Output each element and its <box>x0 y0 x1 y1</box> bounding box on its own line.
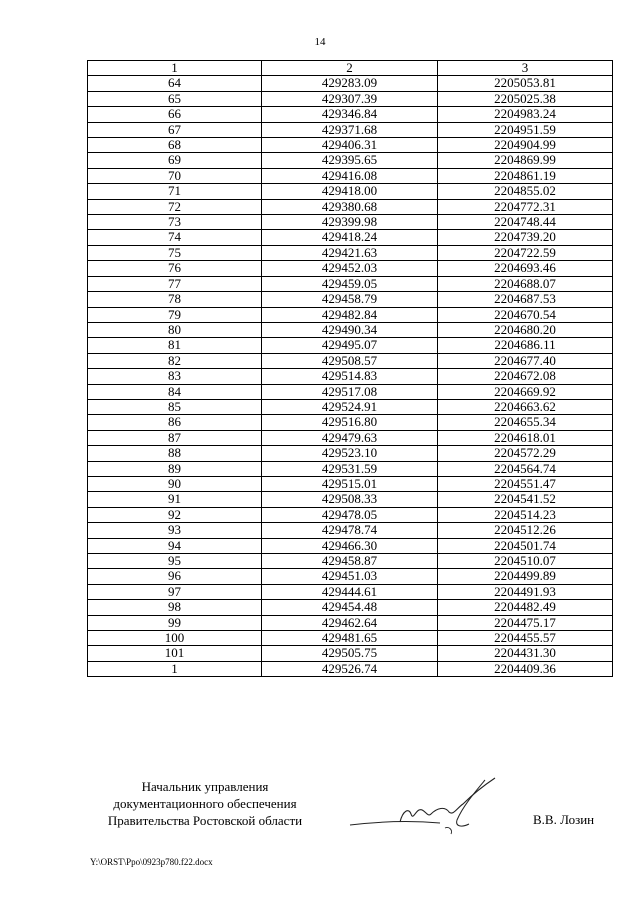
x-coordinate-cell: 429459.05 <box>262 276 438 291</box>
table-row <box>88 122 613 137</box>
point-number-cell: 86 <box>88 415 262 430</box>
table-row <box>88 476 613 491</box>
point-number-cell: 84 <box>88 384 262 399</box>
y-coordinate-cell: 2204688.07 <box>438 276 613 291</box>
x-coordinate-cell: 429444.61 <box>262 584 438 599</box>
column-header-3: 3 <box>438 61 613 76</box>
point-number-cell: 66 <box>88 107 262 122</box>
y-coordinate-cell: 2204482.49 <box>438 600 613 615</box>
table-row <box>88 76 613 91</box>
table-row <box>88 523 613 538</box>
table-row <box>88 199 613 214</box>
point-number-cell: 95 <box>88 554 262 569</box>
table-row <box>88 322 613 337</box>
point-number-cell: 101 <box>88 646 262 661</box>
x-coordinate-cell: 429524.91 <box>262 399 438 414</box>
y-coordinate-cell: 2204541.52 <box>438 492 613 507</box>
y-coordinate-cell: 2204499.89 <box>438 569 613 584</box>
y-coordinate-cell: 2204409.36 <box>438 661 613 676</box>
point-number-cell: 77 <box>88 276 262 291</box>
point-number-cell: 78 <box>88 292 262 307</box>
x-coordinate-cell: 429508.57 <box>262 353 438 368</box>
table-row <box>88 353 613 368</box>
table-row <box>88 631 613 646</box>
table-row <box>88 661 613 676</box>
point-number-cell: 96 <box>88 569 262 584</box>
x-coordinate-cell: 429526.74 <box>262 661 438 676</box>
point-number-cell: 91 <box>88 492 262 507</box>
table-row <box>88 646 613 661</box>
point-number-cell: 92 <box>88 507 262 522</box>
y-coordinate-cell: 2204510.07 <box>438 554 613 569</box>
x-coordinate-cell: 429371.68 <box>262 122 438 137</box>
signatory-title-line: документационного обеспечения <box>113 796 297 811</box>
y-coordinate-cell: 2204861.19 <box>438 168 613 183</box>
x-coordinate-cell: 429406.31 <box>262 138 438 153</box>
point-number-cell: 70 <box>88 168 262 183</box>
x-coordinate-cell: 429395.65 <box>262 153 438 168</box>
y-coordinate-cell: 2204687.53 <box>438 292 613 307</box>
point-number-cell: 93 <box>88 523 262 538</box>
point-number-cell: 98 <box>88 600 262 615</box>
point-number-cell: 69 <box>88 153 262 168</box>
table-row <box>88 369 613 384</box>
table-row <box>88 153 613 168</box>
x-coordinate-cell: 429458.87 <box>262 554 438 569</box>
table-row <box>88 554 613 569</box>
signatory-title <box>90 778 320 829</box>
y-coordinate-cell: 2204869.99 <box>438 153 613 168</box>
table-row <box>88 507 613 522</box>
y-coordinate-cell: 2204772.31 <box>438 199 613 214</box>
signatory-name: В.В. Лозин <box>533 812 595 827</box>
y-coordinate-cell: 2205025.38 <box>438 91 613 106</box>
table-row <box>88 338 613 353</box>
point-number-cell: 1 <box>88 661 262 676</box>
x-coordinate-cell: 429418.00 <box>262 184 438 199</box>
table-row <box>88 538 613 553</box>
x-coordinate-cell: 429462.64 <box>262 615 438 630</box>
point-number-cell: 71 <box>88 184 262 199</box>
y-coordinate-cell: 2204514.23 <box>438 507 613 522</box>
y-coordinate-cell: 2204618.01 <box>438 430 613 445</box>
table-row <box>88 184 613 199</box>
point-number-cell: 75 <box>88 245 262 260</box>
table-row <box>88 307 613 322</box>
table-row <box>88 415 613 430</box>
x-coordinate-cell: 429490.34 <box>262 322 438 337</box>
y-coordinate-cell: 2204855.02 <box>438 184 613 199</box>
y-coordinate-cell: 2204670.54 <box>438 307 613 322</box>
y-coordinate-cell: 2204680.20 <box>438 322 613 337</box>
y-coordinate-cell: 2204572.29 <box>438 446 613 461</box>
y-coordinate-cell: 2204431.30 <box>438 646 613 661</box>
y-coordinate-cell: 2204669.92 <box>438 384 613 399</box>
y-coordinate-cell: 2204677.40 <box>438 353 613 368</box>
table-row <box>88 600 613 615</box>
y-coordinate-cell: 2204739.20 <box>438 230 613 245</box>
x-coordinate-cell: 429505.75 <box>262 646 438 661</box>
point-number-cell: 80 <box>88 322 262 337</box>
x-coordinate-cell: 429481.65 <box>262 631 438 646</box>
x-coordinate-cell: 429283.09 <box>262 76 438 91</box>
x-coordinate-cell: 429399.98 <box>262 215 438 230</box>
table-body <box>88 76 613 677</box>
y-coordinate-cell: 2204475.17 <box>438 615 613 630</box>
x-coordinate-cell: 429452.03 <box>262 261 438 276</box>
y-coordinate-cell: 2204722.59 <box>438 245 613 260</box>
point-number-cell: 82 <box>88 353 262 368</box>
y-coordinate-cell: 2204564.74 <box>438 461 613 476</box>
x-coordinate-cell: 429451.03 <box>262 569 438 584</box>
point-number-cell: 81 <box>88 338 262 353</box>
x-coordinate-cell: 429531.59 <box>262 461 438 476</box>
point-number-cell: 99 <box>88 615 262 630</box>
x-coordinate-cell: 429458.79 <box>262 292 438 307</box>
point-number-cell: 64 <box>88 76 262 91</box>
x-coordinate-cell: 429508.33 <box>262 492 438 507</box>
x-coordinate-cell: 429495.07 <box>262 338 438 353</box>
point-number-cell: 72 <box>88 199 262 214</box>
page-number: 14 <box>314 36 326 48</box>
table-header-row <box>88 61 613 76</box>
signatory-title-line: Правительства Ростовской области <box>107 813 303 828</box>
x-coordinate-cell: 429482.84 <box>262 307 438 322</box>
table-row <box>88 107 613 122</box>
column-header-2: 2 <box>262 61 438 76</box>
y-coordinate-cell: 2204686.11 <box>438 338 613 353</box>
coordinates-table <box>87 60 613 677</box>
table-row <box>88 292 613 307</box>
y-coordinate-cell: 2204693.46 <box>438 261 613 276</box>
x-coordinate-cell: 429454.48 <box>262 600 438 615</box>
y-coordinate-cell: 2204672.08 <box>438 369 613 384</box>
point-number-cell: 74 <box>88 230 262 245</box>
table-row <box>88 446 613 461</box>
y-coordinate-cell: 2204491.93 <box>438 584 613 599</box>
y-coordinate-cell: 2204983.24 <box>438 107 613 122</box>
table-row <box>88 461 613 476</box>
point-number-cell: 67 <box>88 122 262 137</box>
table-row <box>88 230 613 245</box>
table-row <box>88 615 613 630</box>
y-coordinate-cell: 2204501.74 <box>438 538 613 553</box>
table-row <box>88 261 613 276</box>
table-row <box>88 168 613 183</box>
table-row <box>88 384 613 399</box>
x-coordinate-cell: 429478.74 <box>262 523 438 538</box>
x-coordinate-cell: 429307.39 <box>262 91 438 106</box>
table-row <box>88 492 613 507</box>
y-coordinate-cell: 2205053.81 <box>438 76 613 91</box>
x-coordinate-cell: 429523.10 <box>262 446 438 461</box>
table-row <box>88 399 613 414</box>
point-number-cell: 88 <box>88 446 262 461</box>
y-coordinate-cell: 2204551.47 <box>438 476 613 491</box>
x-coordinate-cell: 429516.80 <box>262 415 438 430</box>
file-path: Y:\ORST\Ppo\0923p780.f22.docx <box>90 857 213 867</box>
point-number-cell: 90 <box>88 476 262 491</box>
y-coordinate-cell: 2204663.62 <box>438 399 613 414</box>
y-coordinate-cell: 2204655.34 <box>438 415 613 430</box>
signatory-title-line: Начальник управления <box>141 779 269 794</box>
y-coordinate-cell: 2204455.57 <box>438 631 613 646</box>
point-number-cell: 79 <box>88 307 262 322</box>
column-header-1: 1 <box>88 61 262 76</box>
table-row <box>88 430 613 445</box>
x-coordinate-cell: 429517.08 <box>262 384 438 399</box>
table-row <box>88 276 613 291</box>
handwritten-signature <box>345 770 515 840</box>
x-coordinate-cell: 429418.24 <box>262 230 438 245</box>
point-number-cell: 89 <box>88 461 262 476</box>
x-coordinate-cell: 429416.08 <box>262 168 438 183</box>
table-row <box>88 215 613 230</box>
y-coordinate-cell: 2204512.26 <box>438 523 613 538</box>
x-coordinate-cell: 429380.68 <box>262 199 438 214</box>
table-row <box>88 138 613 153</box>
table-row <box>88 569 613 584</box>
point-number-cell: 87 <box>88 430 262 445</box>
x-coordinate-cell: 429466.30 <box>262 538 438 553</box>
y-coordinate-cell: 2204951.59 <box>438 122 613 137</box>
point-number-cell: 97 <box>88 584 262 599</box>
point-number-cell: 73 <box>88 215 262 230</box>
point-number-cell: 68 <box>88 138 262 153</box>
x-coordinate-cell: 429479.63 <box>262 430 438 445</box>
x-coordinate-cell: 429346.84 <box>262 107 438 122</box>
table-row <box>88 91 613 106</box>
table-row <box>88 245 613 260</box>
point-number-cell: 76 <box>88 261 262 276</box>
x-coordinate-cell: 429421.63 <box>262 245 438 260</box>
y-coordinate-cell: 2204904.99 <box>438 138 613 153</box>
point-number-cell: 83 <box>88 369 262 384</box>
x-coordinate-cell: 429514.83 <box>262 369 438 384</box>
point-number-cell: 65 <box>88 91 262 106</box>
table-row <box>88 584 613 599</box>
point-number-cell: 94 <box>88 538 262 553</box>
x-coordinate-cell: 429478.05 <box>262 507 438 522</box>
point-number-cell: 85 <box>88 399 262 414</box>
y-coordinate-cell: 2204748.44 <box>438 215 613 230</box>
x-coordinate-cell: 429515.01 <box>262 476 438 491</box>
point-number-cell: 100 <box>88 631 262 646</box>
